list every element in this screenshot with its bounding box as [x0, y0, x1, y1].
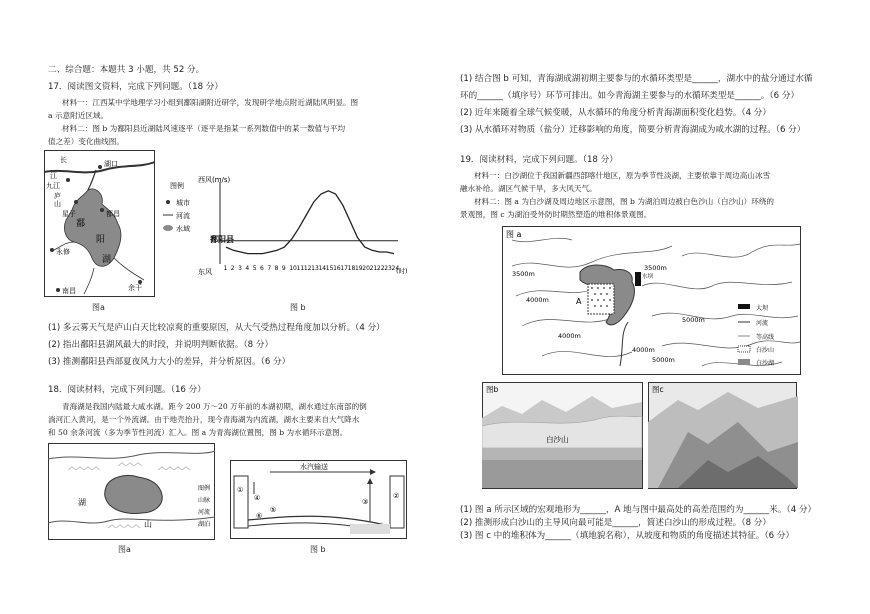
q19-material-1b: 融水补给。湖区气候干旱，多大风天气。 — [460, 184, 597, 193]
wind-series-line — [226, 191, 394, 254]
svg-text:︿︿︿︿: ︿︿︿︿ — [158, 462, 190, 471]
city-dot — [100, 208, 104, 212]
legend-dam: 大坝 — [756, 305, 769, 312]
city-dot — [56, 288, 60, 292]
chart-x-tick: 2 — [230, 265, 235, 272]
section-heading: 二、综合题：本题共 3 小题，共 52 分。 — [48, 65, 205, 75]
q18-fig-b-caption: 图 b — [310, 545, 326, 554]
svg-text:④: ④ — [254, 494, 261, 502]
contour-label: 3500m — [512, 270, 535, 278]
legend-lake: 湖泊 — [198, 521, 211, 528]
contour-label: 5000m — [682, 316, 705, 324]
legend-river: 河流 — [756, 320, 769, 327]
q18-para-3: 和 50 余条河流（多为季节性河流）汇入。图 a 为青海湖位置图，图 b 为水循环示意图。 — [48, 428, 348, 437]
chart-x-tick: 20 — [362, 265, 370, 272]
chart-x-tick: 5 — [252, 265, 257, 272]
white-sand-mountain-label: 白沙山 — [546, 435, 569, 444]
q19-material-2b: 景观图，图 c 为湖泊受外防时期然塑造的堆积体景观图。 — [460, 210, 652, 219]
legend-sand-icon — [738, 346, 750, 352]
poyang-lake-map — [44, 150, 156, 300]
chart-x-tick: 10 — [289, 265, 297, 272]
q17-heading: 17．阅读图文资料，完成下列问题。（18 分） — [48, 82, 223, 92]
city-dot — [50, 248, 54, 252]
q18-para-1: 青海湖是我国内陆最大咸水湖。距今 200 万～20 万年前的本湖初期，湖水通过东南部的倒 — [62, 402, 367, 411]
chart-x-tick: 3 — [238, 265, 242, 272]
map-label: 星子 — [62, 210, 76, 218]
dam-mark — [635, 272, 641, 286]
contour-label: 4000m — [526, 296, 549, 304]
legend-water: 水域 — [176, 225, 190, 233]
legend-title: 图例 — [170, 182, 184, 190]
q17-question-2: (2) 指出鄱阳县湖风最大的时段，并说明判断依据。（8 分） — [48, 340, 274, 350]
chart-x-tick: 11 — [296, 265, 305, 272]
legend-lake: 白沙湖 — [756, 360, 775, 367]
svg-text:︿︿︿: ︿︿︿ — [118, 458, 142, 467]
dam-label: 水坝 — [642, 274, 654, 280]
qinghai-lake-map — [48, 443, 216, 541]
mountain-map-label: 山 — [144, 520, 152, 529]
map-label: 南昌 — [62, 287, 76, 295]
q19-heading: 19．阅读材料，完成下列问题。（18 分） — [460, 155, 618, 165]
q19-question-2: (2) 推测形成白沙山的主导风向最可能是______，简述白沙山的形成过程。（8 分） — [460, 518, 771, 528]
legend-contour: 等高线 — [756, 334, 775, 341]
q17-material-1a: 材料一：江西某中学地理学习小组到鄱阳湖附近研学，发现研学地点附近湖陆风明显。图 — [62, 98, 359, 107]
fig-b-tag: 图b — [486, 385, 499, 394]
chart-xunit: (时) — [396, 267, 408, 275]
q18-question-3: (3) 从水循环对物质（盐分）迁移影响的角度，简要分析青海湖成为咸水湖的过程。（6 分） — [460, 125, 806, 135]
legend-river: 河流 — [176, 212, 190, 220]
q18-heading: 18．阅读材料，完成下列问题。（16 分） — [48, 385, 206, 395]
chart-x-tick: 9 — [281, 265, 286, 272]
city-dot — [98, 165, 102, 169]
q19-material-1a: 材料一：白沙湖位于我国新疆西部喀什地区，原为季节性淡湖，主要依靠于周边高山冰雪 — [474, 171, 771, 180]
q18-question-2: (2) 近年来随着全球气候变暖，从水循环的角度分析青海湖面积变化趋势。（4 分） — [460, 108, 771, 118]
left-column — [0, 0, 420, 614]
chart-x-tick: 4 — [245, 265, 250, 272]
q18-fig-a-caption: 图a — [118, 545, 131, 554]
q18-question-1b: 环的______（填序号）环节可排出。如今青海湖主要参与的水循环类型是______。（6 分） — [460, 91, 800, 101]
vapor-transport-label: 水汽输送 — [300, 463, 328, 471]
svg-text:②: ② — [393, 492, 400, 500]
fig-b-caption: 图 b — [290, 303, 306, 312]
chart-x-tick: 23 — [384, 265, 392, 272]
legend-lake-icon — [738, 359, 750, 365]
contour-label: 3500m — [644, 264, 667, 272]
chart-x-tick: 7 — [267, 265, 272, 272]
legend-title: 图例 — [198, 485, 211, 492]
deposit-landform-photo — [648, 382, 798, 490]
contour-label: 5000m — [652, 356, 675, 364]
point-a-label: A — [576, 297, 582, 306]
q17-material-1b: a 示意附近区域。 — [48, 111, 109, 120]
chart-x-tick: 12 — [303, 265, 312, 272]
map-label: 山 — [54, 200, 61, 208]
q19-material-2a: 材料二：图 a 为白沙湖及周边地区示意图，图 b 为湖泊周边被白色沙山（白沙山）环绕的 — [474, 197, 775, 206]
right-column — [440, 0, 870, 614]
svg-text:︿︿︿︿: ︿︿︿︿ — [68, 462, 100, 471]
q17-question-1: (1) 多云雾天气是庐山白天比较凉爽的重要原因，从大气受热过程角度加以分析。（4 分） — [48, 323, 385, 333]
chart-x-tick: 15 — [325, 265, 334, 272]
svg-text:⑤: ⑤ — [270, 506, 277, 514]
water-icon — [163, 225, 173, 231]
chart-x-tick: 21 — [369, 265, 378, 272]
map-label: 阳 — [96, 235, 106, 245]
map-label: 湖口 — [104, 160, 118, 168]
q17-material-2a: 材料二：图 b 为鄱阳县近湖陆风速逐平（逐平是指某一系列数值中的某一数值与平均 — [62, 124, 346, 133]
chart-x-tick: 13 — [311, 265, 319, 272]
chart-ylabel-top: 西风(m/s) — [198, 176, 231, 184]
map-label: 庐 — [54, 192, 61, 200]
contour-label: 4000m — [632, 346, 655, 354]
legend-city: 城市 — [176, 199, 190, 207]
q18-question-1a: (1) 结合图 b 可知，青海湖成湖初期主要参与的水循环类型是______，湖水中的盐分通过水循 — [460, 74, 813, 84]
lake-map-label: 湖 — [78, 498, 86, 507]
city-icon — [166, 200, 170, 204]
q17-question-3: (3) 推测鄱阳县西部夏夜风力大小的差异，并分析原因。（6 分） — [48, 357, 291, 367]
map-label: 余干 — [128, 284, 142, 292]
chart-town-label: 鄱阳县 — [210, 235, 234, 244]
svg-text:①: ① — [237, 486, 244, 494]
fig-a-caption: 图a — [92, 303, 105, 312]
baisha-mountain-photo — [482, 382, 644, 490]
water-cycle-diagram — [230, 460, 408, 540]
chart-ylabel-bottom: 东风 — [198, 268, 212, 276]
map-label: 九江 — [46, 182, 60, 190]
chart-x-tick: 24 — [391, 265, 400, 272]
legend-mountain: 山脉 — [198, 497, 211, 504]
map-tag-a: 图 a — [506, 230, 522, 239]
svg-text:⑥: ⑥ — [256, 512, 263, 520]
chart-x-tick: 6 — [260, 265, 264, 272]
baisha-lake-contour-map — [502, 226, 802, 376]
map-label: 永修 — [56, 248, 70, 256]
chart-x-tick: 18 — [347, 265, 356, 272]
chart-x-tick: 14 — [318, 265, 327, 272]
chart-x-tick: 8 — [274, 265, 279, 272]
chart-x-tick: 16 — [333, 265, 341, 272]
q19-question-3: (3) 图 c 中的堆积体为______（填地貌名称），从坡度和物质的角度描述其特征。（6 分） — [460, 531, 795, 541]
city-dot — [66, 178, 70, 182]
svg-text:︿︿︿︿: ︿︿︿︿ — [108, 520, 140, 529]
q18-para-2: 淌河汇入黄河，是一个外流湖。由于地壳抬升，现今青海湖为内流湖，湖水主要来自大气降水 — [48, 415, 360, 424]
contour-label: 4000m — [558, 332, 581, 340]
legend-dam-icon — [738, 304, 750, 309]
legend-river: 河流 — [198, 509, 211, 516]
svg-text:③: ③ — [362, 498, 369, 506]
chart-x-tick: 17 — [340, 265, 349, 272]
q19-question-1: (1) 图 a 所示区域的宏观地形为______，A 地与图中最高处的高差范围约为______米。（4 分） — [460, 505, 817, 515]
q18-legend — [196, 482, 228, 530]
map-label: 鄱 — [76, 219, 86, 229]
legend-sand: 白沙山 — [756, 347, 775, 354]
chart-x-tick: 22 — [376, 265, 385, 272]
wind-anomaly-chart — [196, 170, 412, 280]
map-label: 湖 — [102, 255, 112, 265]
fig-c-tag: 图c — [652, 385, 664, 394]
q17-material-2b: 值之差）变化曲线图。 — [48, 137, 124, 146]
map-label: 江 — [50, 172, 57, 180]
map-label: 都昌 — [106, 210, 120, 218]
chart-x-tick: 1 — [223, 265, 228, 272]
map-label: 长 — [60, 156, 67, 164]
chart-x-tick: 19 — [354, 265, 363, 272]
city-dot — [74, 200, 78, 204]
